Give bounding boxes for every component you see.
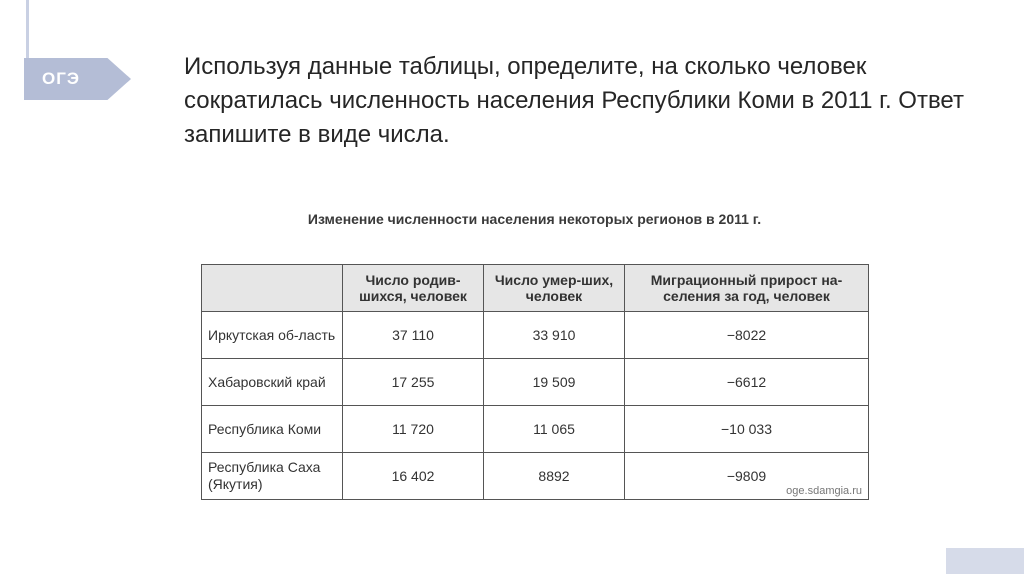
births-cell: 11 720 [343, 406, 484, 453]
deaths-cell: 33 910 [484, 312, 625, 359]
population-table [201, 264, 869, 500]
source-watermark: oge.sdamgia.ru [786, 485, 862, 497]
deaths-cell: 8892 [484, 453, 625, 500]
table-row [202, 453, 869, 500]
table-row [202, 406, 869, 453]
births-cell: 37 110 [343, 312, 484, 359]
corner-decoration [26, 0, 29, 60]
question-text: Используя данные таблицы, определите, на сколько человек сократилась численность населения Республики Коми в 2011 г. Ответ запишите в виде числа. [184, 53, 964, 148]
table-row [202, 359, 869, 406]
deaths-cell: 11 065 [484, 406, 625, 453]
table-title: Изменение численности населения некоторых регионов в 2011 г. [307, 211, 762, 227]
region-cell: Хабаровский край [202, 359, 343, 406]
migration-cell [625, 453, 869, 500]
migration-cell: −6612 [625, 359, 869, 406]
header-births: Число родив-шихся, человек [343, 265, 484, 312]
region-cell: Республика Саха (Якутия) [202, 453, 343, 500]
footer-decoration [946, 548, 1024, 574]
oge-badge-label: ОГЭ [42, 69, 80, 88]
header-empty-cell [202, 265, 343, 312]
migration-value: −9809 [726, 467, 767, 484]
header-migration: Миграционный прирост на-селения за год, человек [625, 265, 869, 312]
migration-cell: −10 033 [625, 406, 869, 453]
table-row [202, 312, 869, 359]
region-cell: Республика Коми [202, 406, 343, 453]
deaths-cell: 19 509 [484, 359, 625, 406]
table-header-row [202, 265, 869, 312]
migration-cell: −8022 [625, 312, 869, 359]
births-cell: 17 255 [343, 359, 484, 406]
region-cell: Иркутская об-ласть [202, 312, 343, 359]
births-cell: 16 402 [343, 453, 484, 500]
header-deaths: Число умер-ших, человек [484, 265, 625, 312]
